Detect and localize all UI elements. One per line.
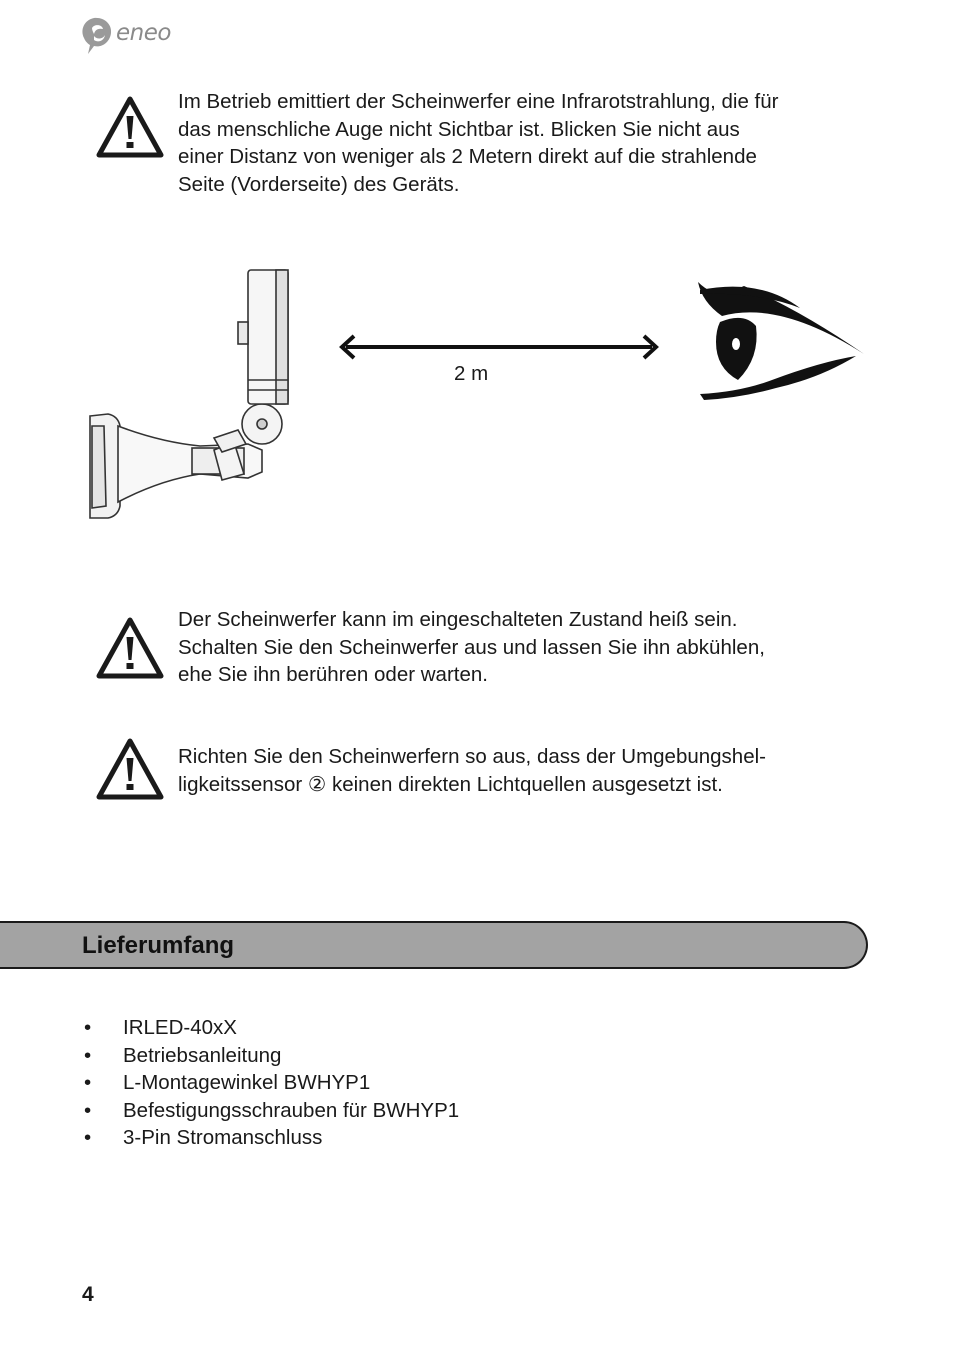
list-item-text: Befestigungsschrauben für BWHYP1 bbox=[123, 1098, 460, 1122]
distance-label: 2 m bbox=[454, 362, 489, 385]
list-item-text: IRLED-40xX bbox=[123, 1016, 237, 1039]
warning-triangle-icon bbox=[96, 96, 164, 158]
list-item-text: 3-Pin Stromanschluss bbox=[123, 1126, 323, 1149]
warning-line: ligkeitssensor ② keinen direkten Lichtquellen ausgesetzt ist. bbox=[178, 772, 723, 796]
warning-line: Richten Sie den Scheinwerfern so aus, dass der Umgebungshel- bbox=[178, 745, 766, 768]
bullet: • bbox=[84, 1098, 92, 1122]
eneo-logo bbox=[80, 16, 190, 60]
warning-line: Im Betrieb emittiert der Scheinwerfer eine Infrarotstrahlung, die für bbox=[178, 90, 779, 113]
warning-line: Seite (Vorderseite) des Geräts. bbox=[178, 172, 460, 196]
bullet: • bbox=[84, 1126, 92, 1149]
warning-line: das menschliche Auge nicht Sichtbar ist. Blicken Sie nicht aus bbox=[178, 117, 740, 141]
warning-text-infrared bbox=[178, 88, 878, 198]
warning-line: einer Distanz von weniger als 2 Metern direkt auf die strahlende bbox=[178, 145, 757, 168]
warning-triangle-icon bbox=[96, 617, 164, 679]
illuminator-drawing bbox=[90, 270, 288, 518]
warning-line: Der Scheinwerfer kann im eingeschalteten Zustand heiß sein. bbox=[178, 608, 738, 631]
eneo-logo-mark-icon bbox=[80, 16, 114, 56]
list-item-text: Betriebsanleitung bbox=[123, 1043, 282, 1067]
bullet: • bbox=[84, 1071, 92, 1094]
bullet: • bbox=[84, 1016, 92, 1039]
bullet: • bbox=[84, 1043, 92, 1067]
warning-line: ehe Sie ihn berühren oder warten. bbox=[178, 663, 488, 686]
distance-illustration bbox=[0, 230, 954, 550]
warning-text-hot-surface bbox=[178, 606, 878, 689]
warning-triangle-icon bbox=[96, 738, 164, 800]
warning-text-sensor bbox=[178, 743, 878, 798]
distance-arrow bbox=[342, 336, 656, 358]
eye-drawing bbox=[698, 282, 864, 400]
warning-line: Schalten Sie den Scheinwerfer aus und lassen Sie ihn abkühlen, bbox=[178, 635, 765, 659]
section-title: Lieferumfang bbox=[82, 932, 235, 959]
eneo-logo-text: eneo bbox=[116, 20, 171, 46]
page-number: 4 bbox=[82, 1283, 94, 1306]
list-item-text: L-Montagewinkel BWHYP1 bbox=[123, 1071, 371, 1094]
